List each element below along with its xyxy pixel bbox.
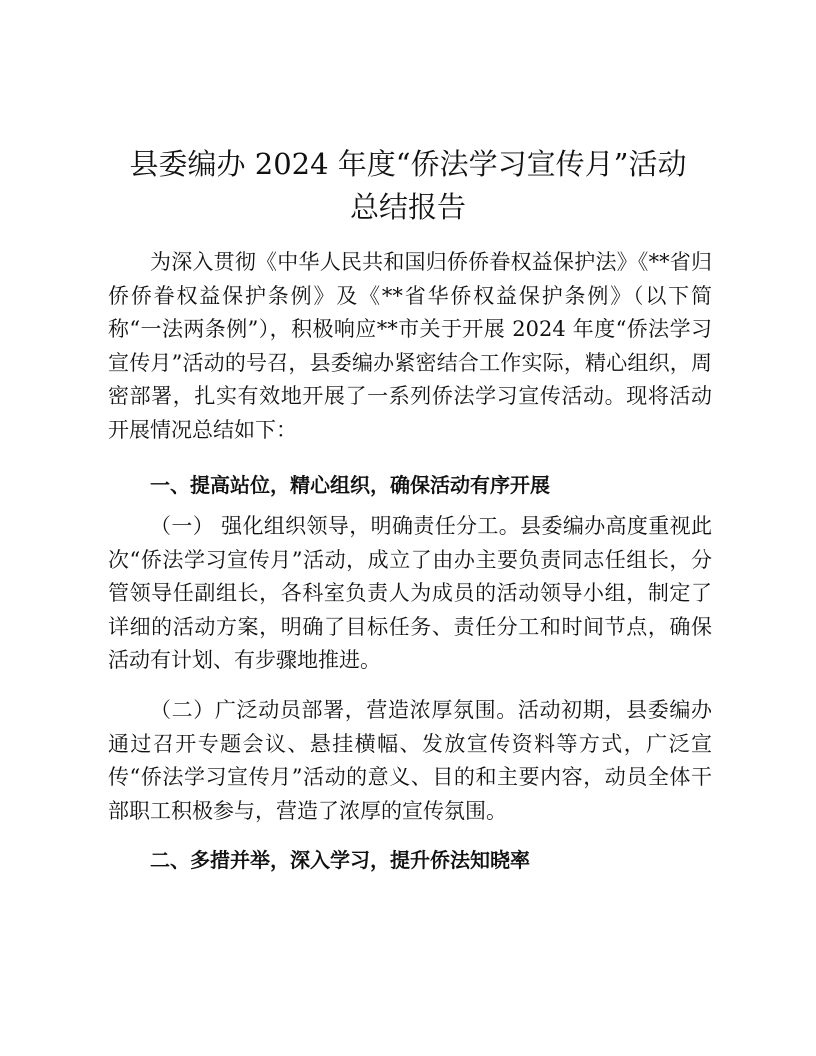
section-heading-1: 一、提高站位，精心组织，确保活动有序开展 <box>150 473 550 497</box>
intro-paragraph: 为深入贯彻《中华人民共和国归侨侨眷权益保护法》《**省归侨侨眷权益保护条例》及《**省华侨权益保护条例》（以下简称“一法两条例”），积极响应**市关于开展 2024 年度“侨法学习宣传月”活动的号召，县委编办紧密结合工作实际，精心组织，周密部署，扎实有效地开展了一系列侨法学习宣传活动。现将活动开展情况总结如下： <box>108 250 712 442</box>
paragraph-mobilization <box>108 694 712 828</box>
paragraph-organization-lead: （一） 强化组织领导，明确责任分工。 <box>150 514 521 538</box>
paragraph-organization-body: 县委编办高度重视此次“侨法学习宣传月”活动，成立了由办主要负责同志任组长，分管领导任副组长，各科室负责人为成员的活动领导小组，制定了详细的活动方案，明确了目标任务、责任分工和时间节点，确保活动有计划、有步骤地推进。 <box>108 514 712 672</box>
paragraph-mobilization-body: 活动初期，县委编办通过召开专题会议、悬挂横幅、发放宣传资料等方式，广泛宣传“侨法学习宣传月”活动的意义、目的和主要内容，动员全体干部职工积极参与，营造了浓厚的宣传氛围。 <box>108 698 713 823</box>
section-heading-2: 二、多措并举，深入学习，提升侨法知晓率 <box>150 848 530 872</box>
paragraph-mobilization-lead: （二）广泛动员部署，营造浓厚氛围。 <box>150 698 518 722</box>
document-title-line2: 总结报告 <box>349 190 466 224</box>
document-title-line1: 县委编办 2024 年度“侨法学习宣传月”活动 <box>129 147 687 181</box>
paragraph-organization <box>108 510 712 678</box>
